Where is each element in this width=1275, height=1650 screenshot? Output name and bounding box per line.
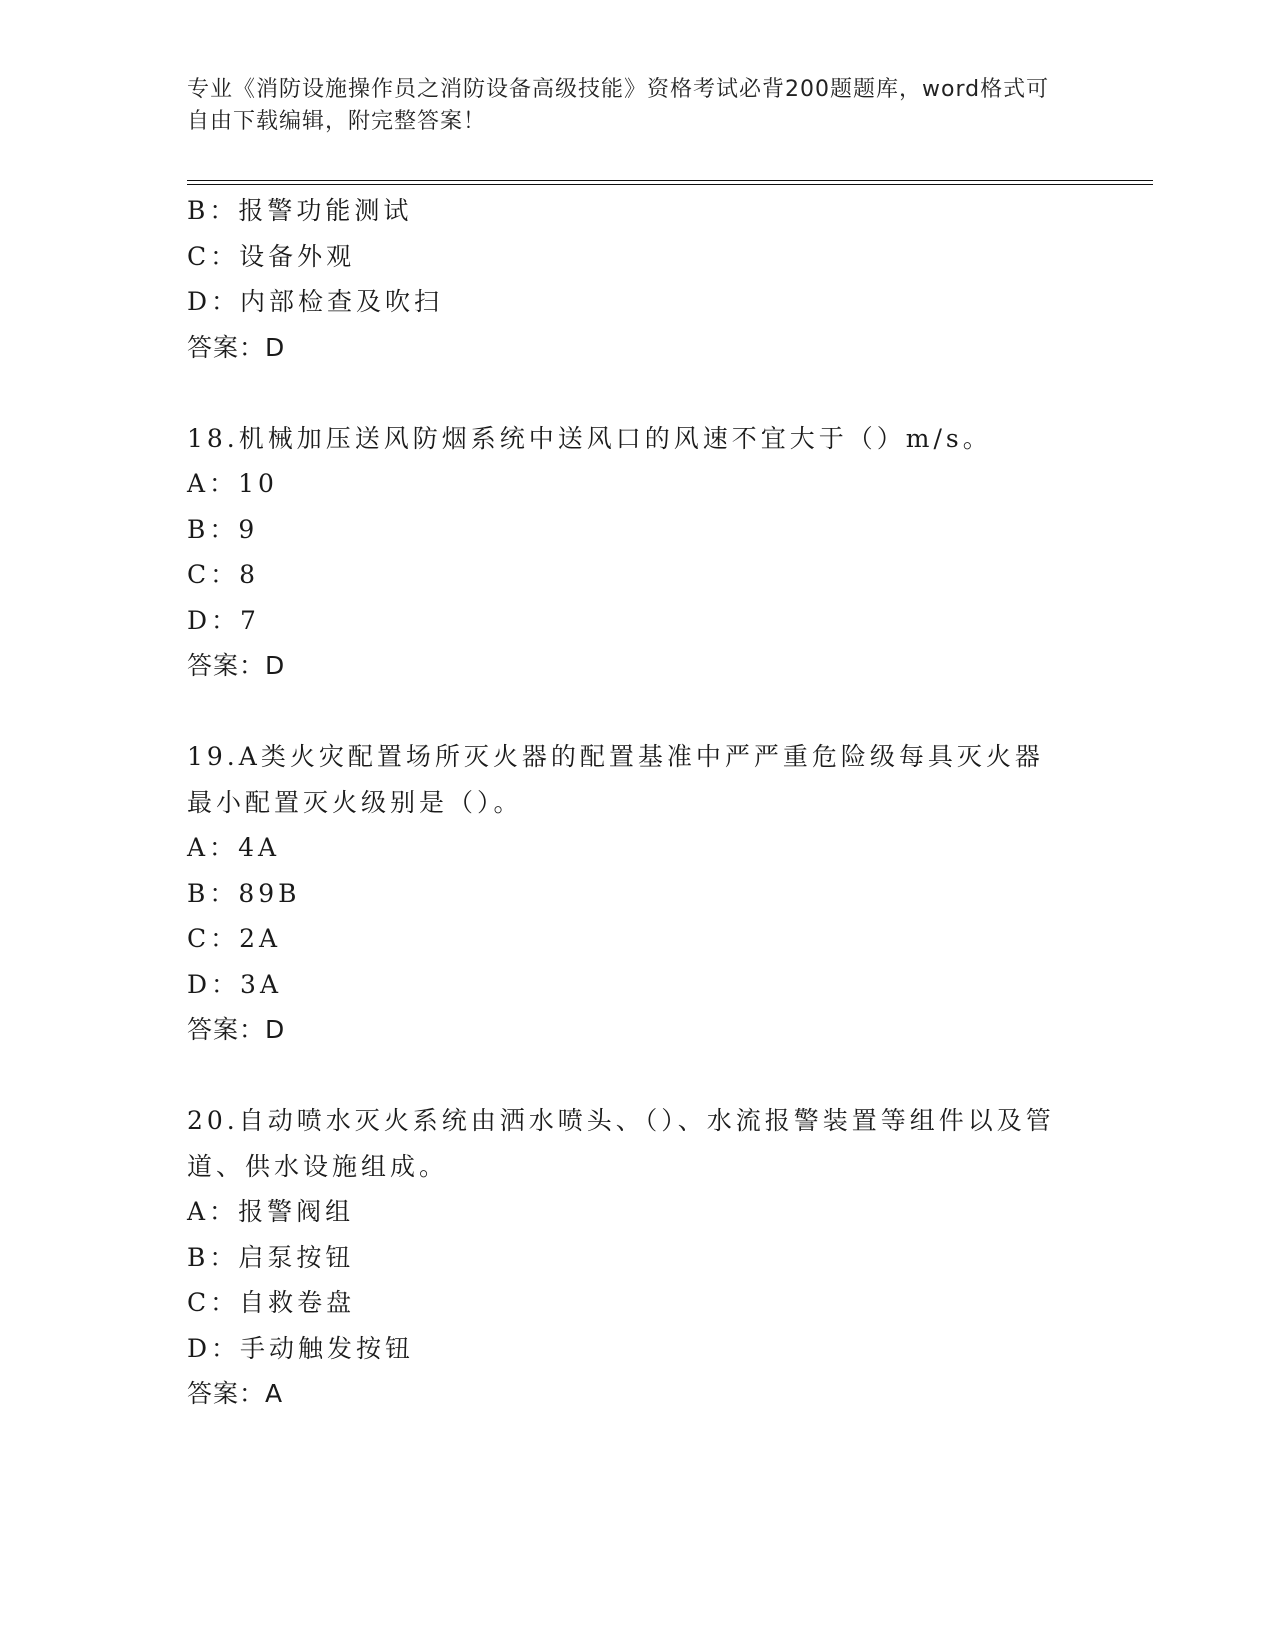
answer-line [187, 1371, 1087, 1417]
option-letter: D： [187, 1333, 241, 1363]
option-row [187, 871, 1087, 917]
option-letter: B： [187, 1242, 239, 1272]
option-letter: D： [187, 605, 241, 635]
option-text: 报警阀组 [238, 1197, 355, 1226]
option-letter: C： [187, 1288, 240, 1317]
answer-line [187, 325, 1087, 371]
option-text: 启泵按钮 [238, 1242, 355, 1272]
option-row [187, 461, 1087, 507]
option-row [187, 825, 1087, 871]
option-text: 报警功能测试 [238, 196, 413, 225]
option-letter: D： [187, 969, 241, 999]
option-text: 10 [238, 469, 278, 498]
option-text: 内部检查及吹扫 [240, 287, 444, 316]
option-row [187, 234, 1087, 280]
option-row [187, 962, 1087, 1008]
option-text: 9 [238, 514, 259, 544]
option-row [187, 1326, 1087, 1372]
option-row [187, 1235, 1087, 1281]
option-letter: D： [187, 287, 241, 316]
answer-label: 答案： [187, 651, 266, 680]
header-rule-top [187, 180, 1153, 181]
option-row [187, 552, 1087, 598]
option-text: 自救卷盘 [239, 1288, 356, 1317]
option-letter: B： [187, 514, 239, 544]
option-letter: C： [187, 241, 240, 271]
option-text: 89B [238, 878, 301, 908]
option-row [187, 598, 1087, 644]
answer-value: D [265, 1015, 286, 1044]
question-block-18 [187, 416, 1087, 689]
answer-label: 答案： [187, 332, 266, 362]
option-row [187, 279, 1087, 325]
question-text: 18.机械加压送风防烟系统中送风口的风速不宜大于（）m/s。 [187, 423, 992, 453]
option-letter: A： [187, 469, 239, 498]
option-letter: C： [187, 924, 240, 953]
answer-value: A [265, 1379, 284, 1408]
document-header: 专业《消防设施操作员之消防设备高级技能》资格考试必背200题题库，word格式可自由下载编辑，附完整答案！ [187, 77, 1050, 134]
header-rule-bottom [187, 184, 1153, 185]
question-text: 19.A类火灾配置场所灭火器的配置基准中严严重危险级每具灭火器最小配置灭火级别是（）。 [187, 742, 1044, 817]
option-text: 设备外观 [239, 241, 356, 271]
option-text: 7 [240, 605, 260, 635]
option-row [187, 916, 1087, 962]
answer-value: D [265, 332, 286, 362]
option-text: 4A [238, 833, 281, 862]
option-letter: B： [187, 196, 239, 225]
answer-line [187, 1007, 1087, 1053]
option-letter: A： [187, 1197, 239, 1226]
option-letter: C： [187, 560, 240, 589]
question-block-19 [187, 734, 1087, 1053]
question-block-partial [187, 188, 1087, 370]
option-row [187, 1189, 1087, 1235]
question-list [187, 188, 1087, 1417]
option-row [187, 188, 1087, 234]
option-text: 8 [239, 560, 260, 589]
question-block-20 [187, 1098, 1087, 1417]
question-text: 20.自动喷水灭火系统由洒水喷头、（）、水流报警装置等组件以及管道、供水设施组成。 [187, 1106, 1055, 1181]
option-letter: A： [187, 833, 239, 862]
option-text: 手动触发按钮 [240, 1333, 415, 1363]
option-row [187, 1280, 1087, 1326]
option-text: 3A [240, 969, 283, 999]
answer-line [187, 643, 1087, 689]
answer-label: 答案： [187, 1015, 266, 1044]
option-letter: B： [187, 878, 239, 908]
option-text: 2A [239, 924, 282, 953]
answer-value: D [265, 651, 286, 680]
answer-label: 答案： [187, 1379, 266, 1408]
option-row [187, 507, 1087, 553]
